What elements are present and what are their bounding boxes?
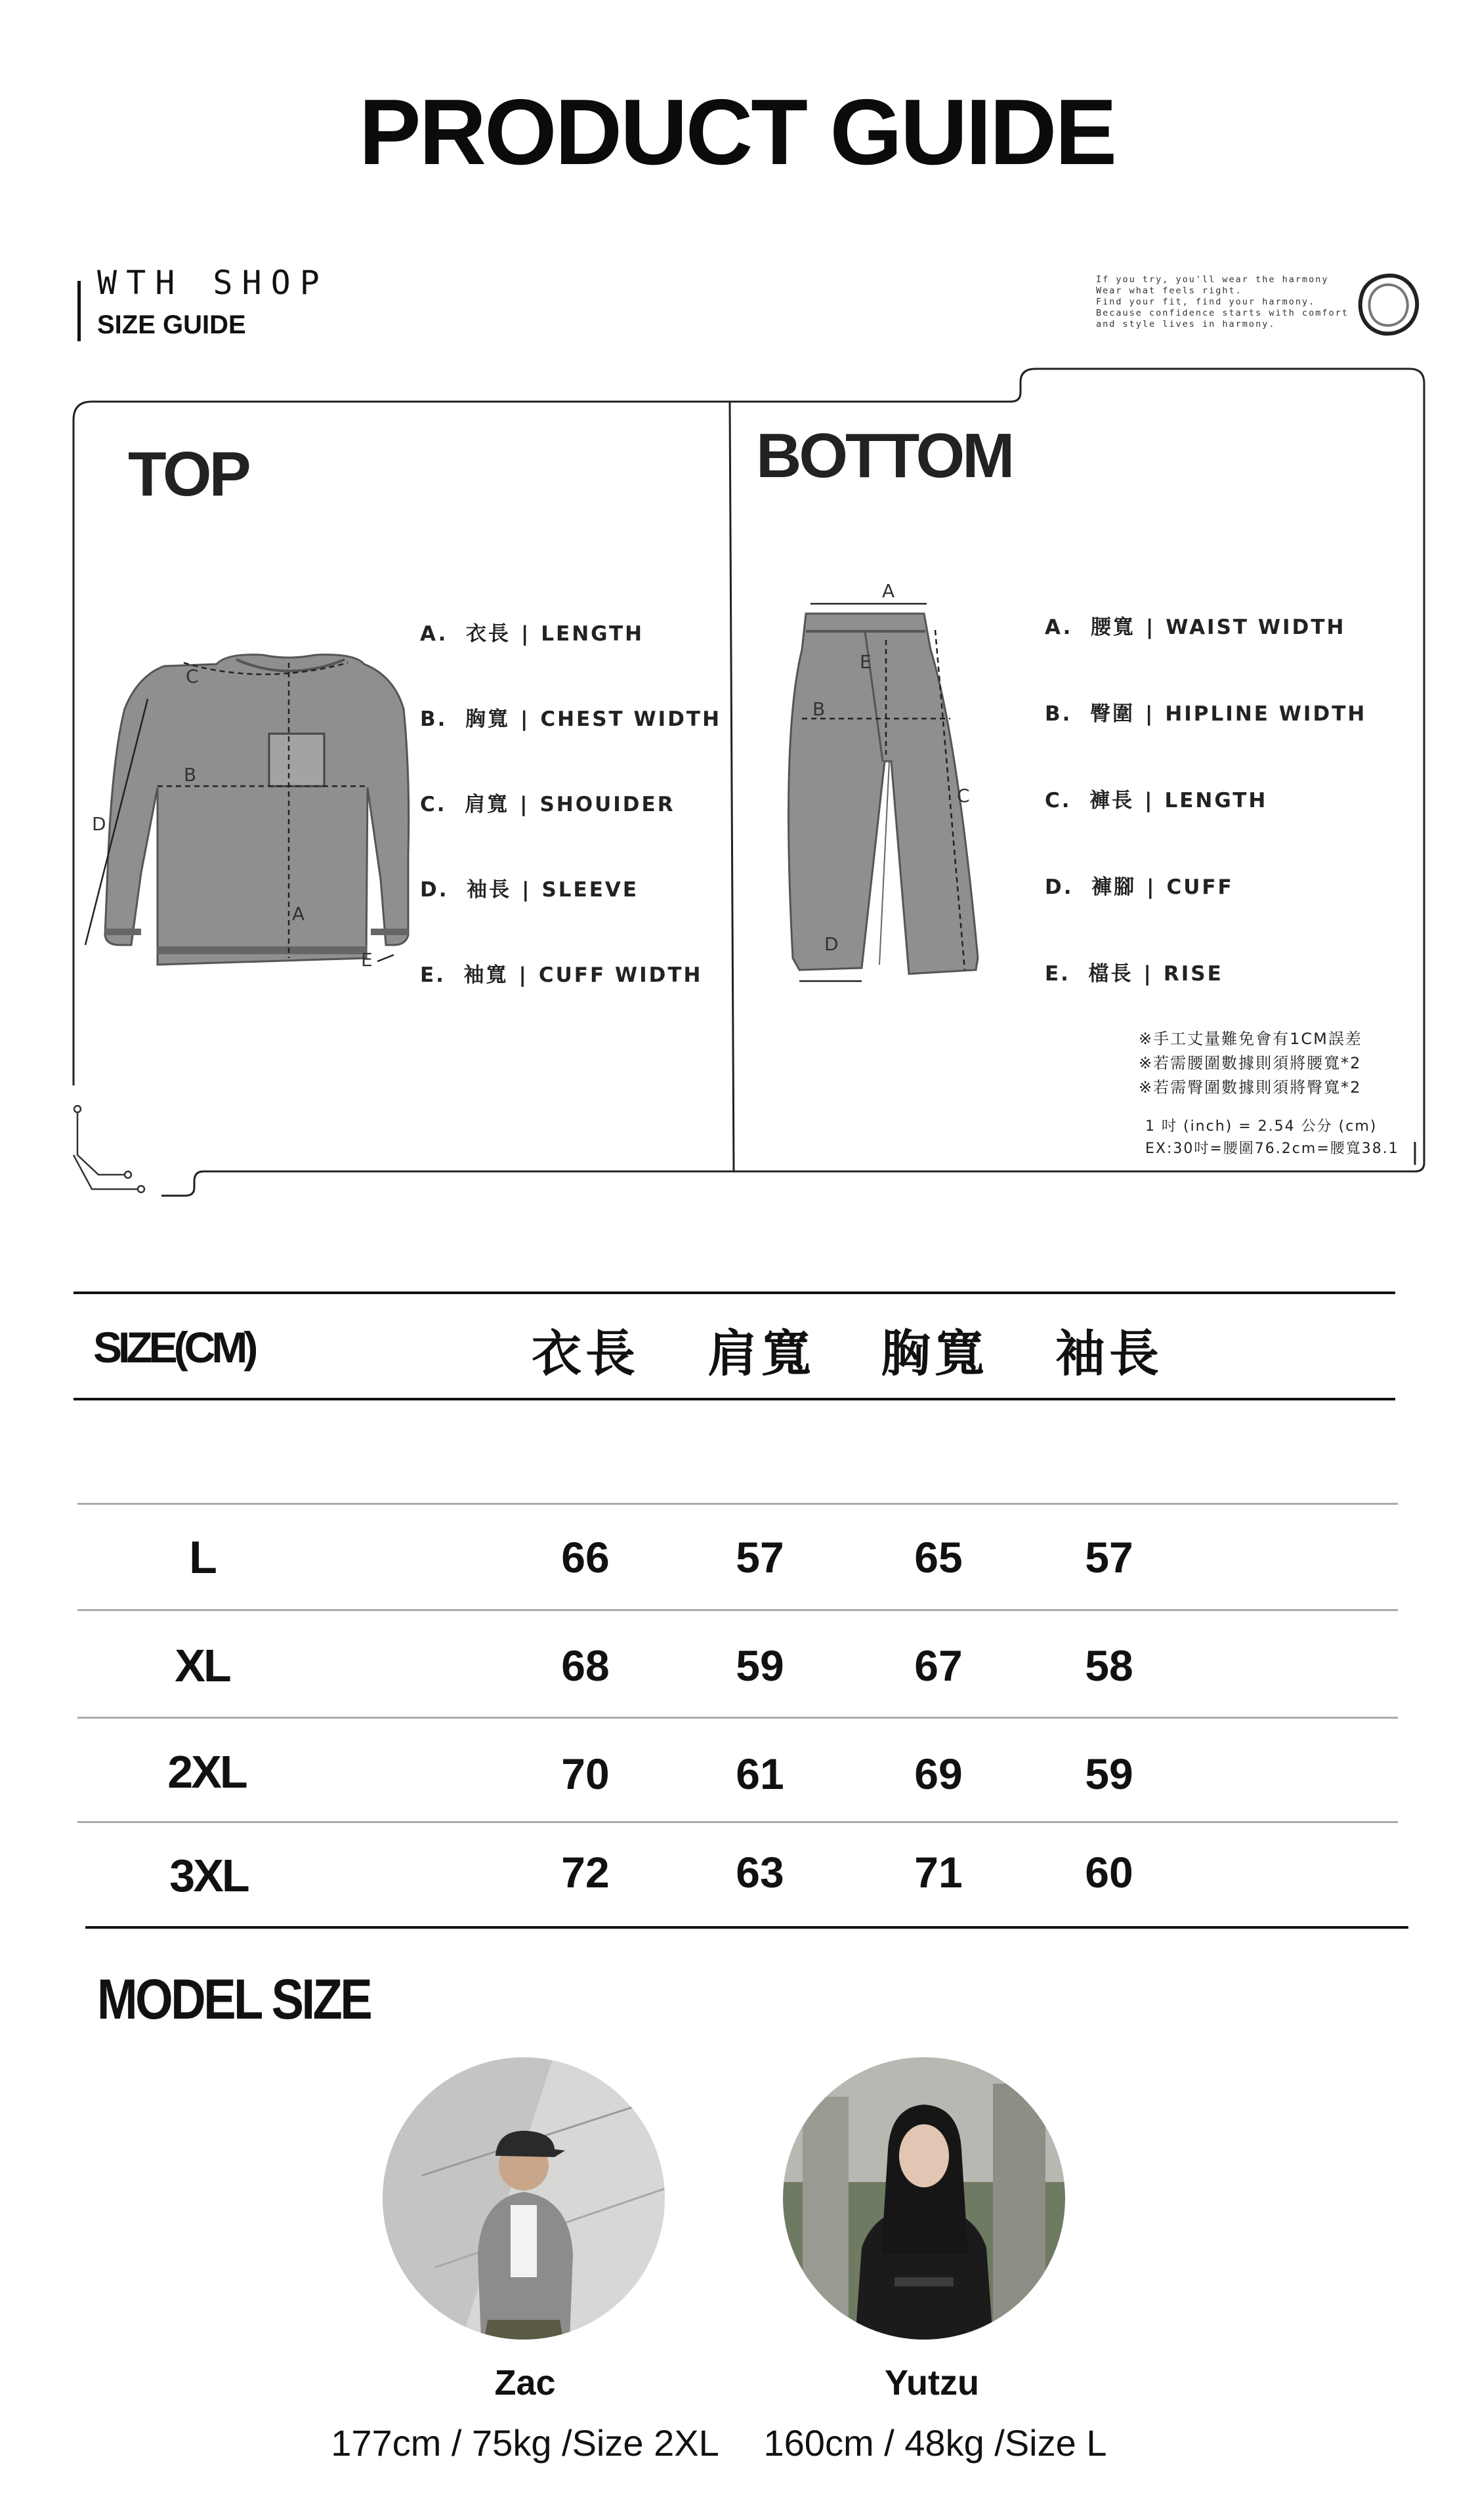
- diagram-label: C: [186, 665, 199, 687]
- table-cell: 63: [736, 1848, 784, 1897]
- note-line: ※若需臀圍數據則須將臀寬*2: [1139, 1078, 1362, 1097]
- top-measure-b: B. 胸寬 | CHEST WIDTH: [420, 707, 722, 731]
- diagram-label: E: [860, 651, 872, 673]
- column-header: 衣長: [532, 1326, 639, 1382]
- column-header: 袖長: [1055, 1326, 1163, 1382]
- table-cell: 66: [561, 1533, 610, 1582]
- size-label: 2XL: [167, 1746, 246, 1797]
- model-photo-zac: [383, 2057, 665, 2340]
- model-info: 177cm / 75kg /Size 2XL: [331, 2422, 719, 2464]
- size-label: XL: [175, 1640, 230, 1691]
- circuit-decoration-icon: [74, 1106, 144, 1192]
- diagram-label: C: [957, 785, 970, 807]
- conversion-notes: [1145, 1116, 1399, 1160]
- size-guide-label: SIZE GUIDE: [97, 310, 246, 339]
- table-cell: 67: [914, 1641, 963, 1690]
- top-measure-c: C. 肩寬 | SHOUIDER: [420, 793, 675, 816]
- slogan-line: and style lives in harmony.: [1096, 319, 1276, 329]
- top-measure-e: E. 袖寬 | CUFF WIDTH: [420, 963, 703, 987]
- note-line: ※手工丈量難免會有1CM誤差: [1139, 1030, 1362, 1048]
- table-cell: 61: [736, 1750, 784, 1798]
- slogan-line: Find your fit, find your harmony.: [1096, 297, 1316, 307]
- bottom-measure-a: A. 腰寬 | WAIST WIDTH: [1045, 616, 1346, 639]
- person-photo-icon: [783, 2057, 1065, 2340]
- row-divider: [77, 1503, 1398, 1505]
- slogan-line: If you try, you'll wear the harmony: [1096, 274, 1329, 285]
- row-divider: [77, 1821, 1398, 1823]
- person-photo-icon: [383, 2057, 665, 2340]
- column-header: 肩寬: [707, 1326, 815, 1382]
- table-top-rule: [74, 1292, 1395, 1294]
- column-header: 胸寬: [881, 1326, 988, 1382]
- table-cell: 57: [1085, 1533, 1133, 1582]
- slogan-line: Wear what feels right.: [1096, 285, 1242, 296]
- sweater-diagram-icon: [85, 655, 409, 965]
- model-name: Yutzu: [885, 2363, 979, 2403]
- table-cell: 59: [1085, 1750, 1133, 1798]
- brand-name: WTH SHOP: [97, 264, 329, 302]
- table-header-rule: [74, 1398, 1395, 1400]
- note-line: 1 吋 (inch) = 2.54 公分 (cm): [1145, 1118, 1378, 1135]
- model-size-heading: MODEL SIZE: [97, 1968, 371, 2031]
- bottom-measure-d: D. 褲腳 | CUFF: [1045, 875, 1234, 899]
- page-title: PRODUCT GUIDE: [358, 80, 1116, 184]
- note-line: ※若需腰圍數據則須將腰寬*2: [1139, 1054, 1362, 1072]
- row-divider: [77, 1609, 1398, 1611]
- table-cell: 71: [914, 1848, 963, 1897]
- table-cell: 57: [736, 1533, 784, 1582]
- bottom-measure-c: C. 褲長 | LENGTH: [1045, 789, 1268, 812]
- diagram-label: E: [361, 949, 373, 971]
- size-label: L: [189, 1532, 215, 1583]
- diagram-label: A: [882, 580, 895, 602]
- diagram-label: B: [184, 764, 197, 786]
- diagram-label: B: [812, 698, 826, 720]
- bottom-measure-b: B. 臀圍 | HIPLINE WIDTH: [1045, 702, 1367, 726]
- diagram-label: D: [92, 813, 106, 835]
- table-cell: 72: [561, 1848, 610, 1897]
- model-info: 160cm / 48kg /Size L: [763, 2422, 1107, 2464]
- size-label: 3XL: [169, 1850, 248, 1901]
- diagram-label: D: [824, 933, 839, 955]
- row-divider: [77, 1717, 1398, 1719]
- table-cell: 70: [561, 1750, 610, 1798]
- bottom-measure-e: E. 檔長 | RISE: [1045, 962, 1223, 986]
- top-measure-d: D. 袖長 | SLEEVE: [420, 878, 639, 902]
- top-heading: TOP: [128, 439, 249, 509]
- table-cell: 60: [1085, 1848, 1133, 1897]
- table-cell: 65: [914, 1533, 963, 1582]
- measurement-notes: [1139, 1027, 1362, 1100]
- table-cell: 59: [736, 1641, 784, 1690]
- table-cell: 68: [561, 1641, 610, 1690]
- model-name: Zac: [494, 2363, 556, 2403]
- table-bottom-rule: [85, 1926, 1408, 1929]
- table-cell: 58: [1085, 1641, 1133, 1690]
- note-line: EX:30吋=腰圍76.2cm=腰寬38.1: [1145, 1141, 1399, 1157]
- diagram-label: A: [292, 903, 305, 925]
- bottom-heading: BOTTOM: [756, 421, 1013, 491]
- table-cell: 69: [914, 1750, 963, 1798]
- model-photo-yutzu: [783, 2057, 1065, 2340]
- size-column-header: SIZE(CM): [93, 1323, 255, 1372]
- pants-diagram-icon: [789, 604, 978, 981]
- top-measure-a: A. 衣長 | LENGTH: [420, 622, 644, 646]
- slogan-line: Because confidence starts with comfort: [1096, 308, 1349, 318]
